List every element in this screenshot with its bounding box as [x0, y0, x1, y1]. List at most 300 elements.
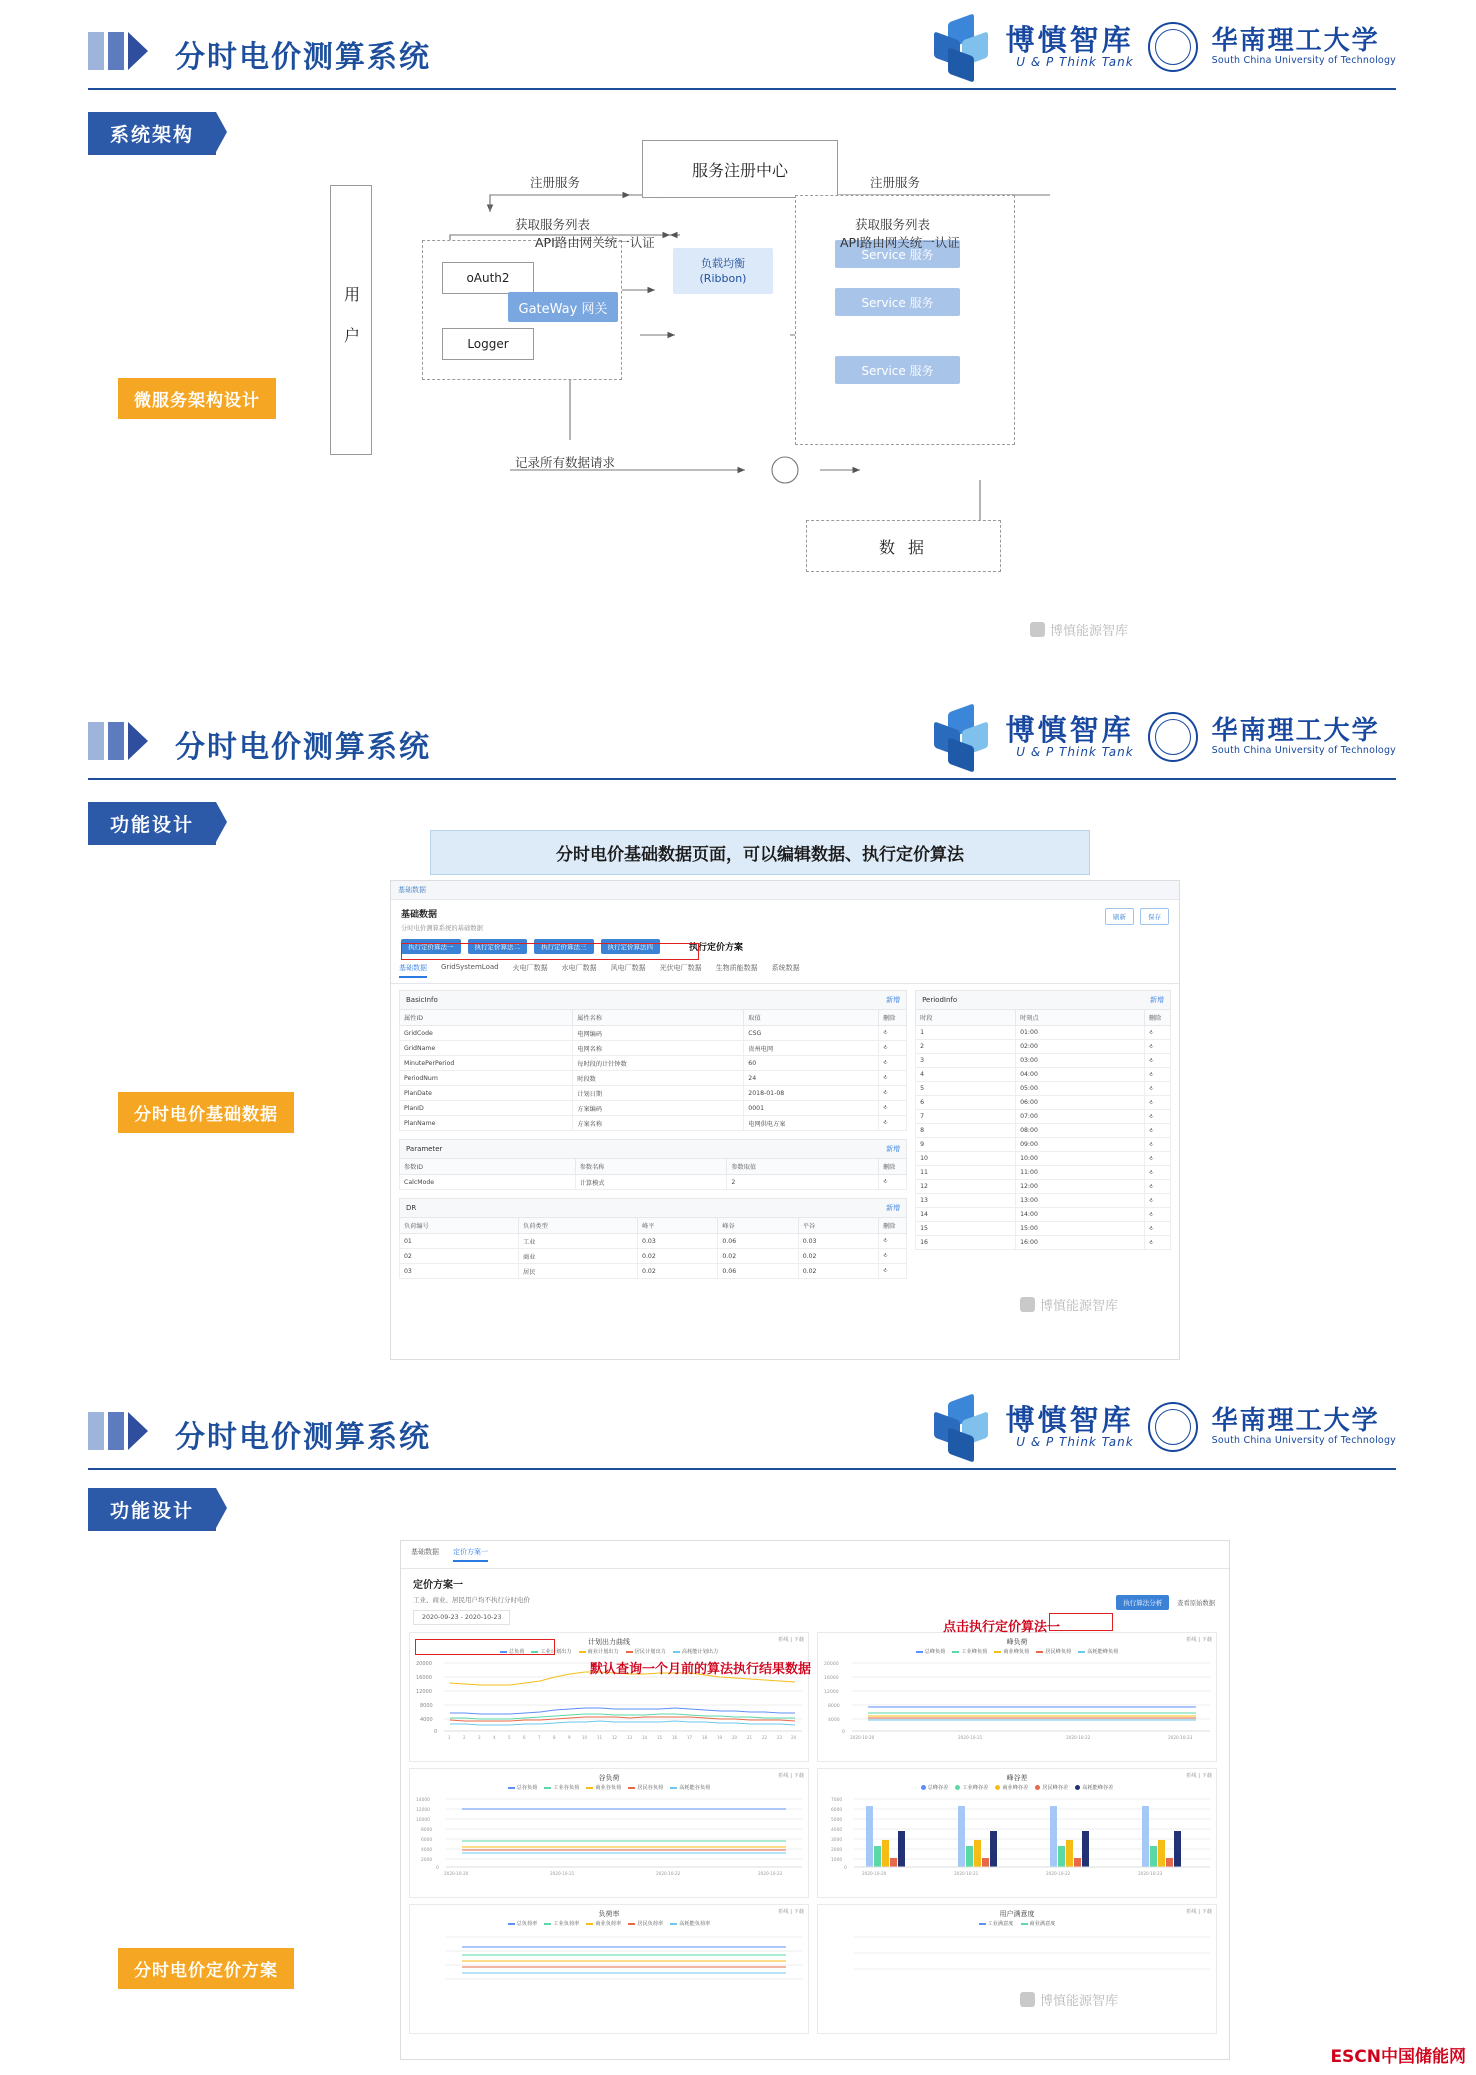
chart-tools-4[interactable]: 折线 | 下载	[1186, 1773, 1212, 1779]
table-dr	[399, 1217, 907, 1279]
tab-basic-data[interactable]: 基础数据	[411, 1548, 439, 1556]
cell-attr-value[interactable]: 60	[744, 1056, 879, 1071]
cell-period: 15	[916, 1222, 1016, 1236]
svg-text:17: 17	[687, 1735, 693, 1740]
chart-tools-3[interactable]: 折线 | 下载	[778, 1773, 804, 1779]
cell-attr-value[interactable]: 24	[744, 1071, 879, 1086]
col-flat-valley: 平谷	[798, 1218, 878, 1234]
cell-peak-valley[interactable]: 0.06	[718, 1264, 798, 1279]
svg-text:16: 16	[672, 1735, 678, 1740]
tab-basic-data[interactable]: 基础数据	[399, 963, 427, 978]
col-delete: 删除	[879, 1159, 907, 1175]
cell-time[interactable]: 06:00	[1016, 1096, 1145, 1110]
svg-text:4: 4	[493, 1735, 496, 1740]
chart-canvas-5	[410, 1929, 810, 1999]
chart-tool-line[interactable]: 折线	[778, 1773, 789, 1779]
cell-param-value[interactable]: 2	[727, 1175, 879, 1190]
cell-time[interactable]: 15:00	[1016, 1222, 1145, 1236]
node-data: 数 据	[806, 520, 1001, 572]
tab-system[interactable]: 系统数据	[771, 964, 800, 972]
col-param-name: 参数名称	[575, 1159, 727, 1175]
load-balancer-line1: 负载均衡	[701, 256, 745, 270]
legend-item: 商业负荷率	[595, 1921, 622, 1927]
table-row[interactable]	[400, 1026, 907, 1041]
cell-attr-value[interactable]: CSG	[744, 1026, 879, 1041]
cell-period: 7	[916, 1110, 1016, 1124]
page-title: 分时电价测算系统	[175, 730, 431, 765]
delete-icon[interactable]: ⎀	[879, 1026, 907, 1041]
cell-period: 13	[916, 1194, 1016, 1208]
svg-text:9: 9	[568, 1735, 571, 1740]
svg-text:20: 20	[732, 1735, 738, 1740]
cell-time[interactable]: 03:00	[1016, 1054, 1145, 1068]
svg-text:5000: 5000	[831, 1818, 843, 1823]
legend-item: 居民负荷率	[637, 1921, 664, 1927]
delete-icon[interactable]: ⎀	[1145, 1180, 1171, 1194]
cell-time[interactable]: 05:00	[1016, 1082, 1145, 1096]
brand-name-en: U & P Think Tank	[1016, 1435, 1134, 1450]
svg-text:6: 6	[523, 1735, 526, 1740]
delete-icon[interactable]: ⎀	[879, 1056, 907, 1071]
university-name-en: South China University of Technology	[1211, 745, 1396, 757]
brand-name-cn: 博慎智库	[1005, 1402, 1134, 1437]
cell-time[interactable]: 02:00	[1016, 1040, 1145, 1054]
slide-architecture	[0, 0, 1476, 690]
delete-icon[interactable]: ⎀	[1145, 1082, 1171, 1096]
chart-peak-valley-diff	[817, 1768, 1217, 1898]
cell-attr-value[interactable]: 贵州电网	[744, 1041, 879, 1056]
chart-tools-6[interactable]: 折线 | 下载	[1186, 1909, 1212, 1915]
svg-text:2020-10-20: 2020-10-20	[444, 1871, 469, 1876]
add-basicinfo-link[interactable]: 新增	[886, 996, 901, 1004]
delete-icon[interactable]: ⎀	[879, 1071, 907, 1086]
slide1-header	[0, 0, 1476, 100]
svg-text:2020-10-22: 2020-10-22	[1066, 1735, 1091, 1740]
cell-time[interactable]: 14:00	[1016, 1208, 1145, 1222]
panel-title-dr: DR	[406, 1204, 417, 1212]
tab-wind[interactable]: 风电厂数据	[610, 964, 646, 972]
app-tabs[interactable]	[391, 958, 1179, 984]
date-range-input[interactable]: 2020-09-23 - 2020-10-23	[413, 1610, 510, 1625]
svg-text:18: 18	[702, 1735, 708, 1740]
cube-logo-icon	[934, 1398, 992, 1456]
cell-time[interactable]: 09:00	[1016, 1138, 1145, 1152]
legend-item: 工业计划出力	[540, 1649, 572, 1655]
footer-source-mark: ESCN中国储能网	[1330, 2047, 1466, 2067]
panel-header-dr	[399, 1198, 907, 1217]
app-tabs-pricing[interactable]	[401, 1541, 1229, 1569]
table-row[interactable]	[916, 1096, 1171, 1110]
delete-icon[interactable]: ⎀	[879, 1175, 907, 1190]
cell-flat-valley[interactable]: 0.02	[798, 1249, 878, 1264]
cell-attr-name: 电网名称	[573, 1041, 744, 1056]
chart-legend-4	[818, 1784, 1216, 1793]
cell-period: 4	[916, 1068, 1016, 1082]
svg-text:6000: 6000	[831, 1808, 843, 1813]
cube-logo-icon	[934, 18, 992, 76]
table-row[interactable]	[400, 1071, 907, 1086]
header-logos	[934, 708, 1396, 766]
delete-icon[interactable]: ⎀	[1145, 1152, 1171, 1166]
cell-time[interactable]: 13:00	[1016, 1194, 1145, 1208]
tab-pricing-plan-1[interactable]: 定价方案一	[453, 1547, 488, 1562]
legend-item: 居民计划出力	[634, 1649, 666, 1655]
svg-text:2000: 2000	[421, 1858, 433, 1863]
cell-attr-value[interactable]: 0001	[744, 1101, 879, 1116]
cell-period: 8	[916, 1124, 1016, 1138]
cell-load-id: 01	[400, 1234, 519, 1249]
svg-text:8: 8	[553, 1735, 556, 1740]
chart-tool-line[interactable]: 折线	[778, 1909, 789, 1915]
delete-icon[interactable]: ⎀	[1145, 1054, 1171, 1068]
svg-text:12000: 12000	[416, 1808, 430, 1813]
col-delete: 删除	[879, 1218, 907, 1234]
section-tag-function-design: 功能设计	[88, 802, 216, 845]
svg-text:21: 21	[747, 1735, 753, 1740]
pricing-title: 定价方案一	[413, 1580, 463, 1591]
save-button[interactable]: 保存	[1140, 908, 1169, 925]
chart-legend-2	[818, 1648, 1216, 1657]
section-tag-function-design-2: 功能设计	[88, 1488, 216, 1531]
cell-flat-valley[interactable]: 0.03	[798, 1234, 878, 1249]
svg-text:5: 5	[508, 1735, 511, 1740]
legend-item: 总峰谷差	[927, 1785, 949, 1791]
svg-text:13: 13	[627, 1735, 633, 1740]
chart-tool-line[interactable]: 折线	[778, 1637, 789, 1643]
col-param-value: 参数取值	[727, 1159, 879, 1175]
add-dr-link[interactable]: 新增	[886, 1204, 901, 1212]
header-bars-icon	[88, 1412, 148, 1450]
university-seal-icon	[1148, 1402, 1198, 1452]
chart-canvas-3	[410, 1793, 810, 1879]
legend-item: 工业谷负荷	[553, 1785, 580, 1791]
delete-icon[interactable]: ⎀	[879, 1101, 907, 1116]
delete-icon[interactable]: ⎀	[879, 1041, 907, 1056]
table-row[interactable]	[916, 1152, 1171, 1166]
cell-period: 12	[916, 1180, 1016, 1194]
legend-item: 总谷负荷	[516, 1785, 538, 1791]
table-row[interactable]	[916, 1138, 1171, 1152]
table-row[interactable]	[400, 1264, 907, 1279]
svg-text:0: 0	[844, 1866, 847, 1871]
tab-biomass[interactable]: 生物质能数据	[715, 964, 758, 972]
view-raw-data-link[interactable]: 查看原始数据	[1177, 1600, 1215, 1607]
cell-param-name: 计算模式	[575, 1175, 727, 1190]
delete-icon[interactable]: ⎀	[879, 1234, 907, 1249]
svg-text:2020-10-21: 2020-10-21	[954, 1871, 979, 1876]
cell-attr-id: PeriodNum	[400, 1071, 573, 1086]
svg-text:2020-10-20: 2020-10-20	[862, 1871, 887, 1876]
delete-icon[interactable]: ⎀	[1145, 1040, 1171, 1054]
side-tag-microservice: 微服务架构设计	[118, 378, 276, 419]
legend-item: 高耗能负荷率	[679, 1921, 711, 1927]
cube-logo-icon	[934, 708, 992, 766]
table-periodinfo	[915, 1009, 1171, 1250]
legend-item: 工业峰负荷	[961, 1649, 988, 1655]
table-row[interactable]	[916, 1068, 1171, 1082]
cell-attr-name: 电网编码	[573, 1026, 744, 1041]
cell-attr-id: MinutePerPeriod	[400, 1056, 573, 1071]
node-oauth2: oAuth2	[442, 262, 534, 294]
label-record-requests: 记录所有数据请求	[515, 455, 616, 470]
svg-text:11: 11	[597, 1735, 603, 1740]
table-row[interactable]	[400, 1041, 907, 1056]
cell-attr-value[interactable]: 电网供电方案	[744, 1116, 879, 1131]
header-logos	[934, 18, 1396, 76]
label-register-right: 注册服务	[870, 175, 921, 190]
svg-text:1000: 1000	[831, 1858, 843, 1863]
legend-item: 高耗能计划出力	[681, 1649, 719, 1655]
run-algorithm-2-button[interactable]: 执行定价算法二	[468, 939, 528, 954]
cell-peak-flat[interactable]: 0.02	[638, 1264, 718, 1279]
label-get-list-left: 获取服务列表	[515, 217, 591, 232]
delete-icon[interactable]: ⎀	[1145, 1166, 1171, 1180]
node-user: 用 户	[330, 185, 372, 455]
cell-attr-id: PlanDate	[400, 1086, 573, 1101]
svg-text:4000: 4000	[421, 1848, 433, 1853]
col-period: 时段	[916, 1010, 1016, 1026]
svg-text:2020-10-22: 2020-10-22	[656, 1871, 681, 1876]
cell-period: 14	[916, 1208, 1016, 1222]
col-param-id: 参数ID	[400, 1159, 576, 1175]
delete-icon[interactable]: ⎀	[1145, 1236, 1171, 1250]
cell-peak-flat[interactable]: 0.02	[638, 1249, 718, 1264]
watermark-icon	[1020, 1992, 1035, 2007]
cell-param-id: CalcMode	[400, 1175, 576, 1190]
cell-load-type: 居民	[519, 1264, 638, 1279]
table-row[interactable]	[916, 1222, 1171, 1236]
chart-tools-2[interactable]: 折线 | 下载	[1186, 1637, 1212, 1643]
cell-attr-name: 方案编码	[573, 1101, 744, 1116]
cell-attr-name: 方案名称	[573, 1116, 744, 1131]
tab-pv[interactable]: 光伏电厂数据	[659, 964, 702, 972]
chart-tool-line[interactable]: 折线	[1186, 1909, 1197, 1915]
cell-time[interactable]: 12:00	[1016, 1180, 1145, 1194]
delete-icon[interactable]: ⎀	[1145, 1110, 1171, 1124]
svg-text:10000: 10000	[416, 1818, 430, 1823]
legend-item: 居民谷负荷	[637, 1785, 664, 1791]
svg-text:7: 7	[538, 1735, 541, 1740]
table-row[interactable]	[400, 1116, 907, 1131]
cell-period: 9	[916, 1138, 1016, 1152]
add-periodinfo-link[interactable]: 新增	[1150, 996, 1164, 1004]
svg-text:16000: 16000	[416, 1675, 432, 1681]
chart-tools-1[interactable]: 折线 | 下载	[778, 1637, 804, 1643]
run-algorithm-3-button[interactable]: 执行定价算法三	[534, 939, 594, 954]
delete-icon[interactable]: ⎀	[1145, 1194, 1171, 1208]
app-page-title: 基础数据	[401, 910, 438, 920]
chart-tool-download[interactable]: 下载	[1201, 1773, 1212, 1779]
brand-name-en: U & P Think Tank	[1016, 745, 1134, 760]
cell-time[interactable]: 01:00	[1016, 1026, 1145, 1040]
chart-title-planned-output: 计划出力曲线	[588, 1638, 630, 1646]
chart-tool-line[interactable]: 折线	[1186, 1637, 1197, 1643]
section-tag-architecture: 系统架构	[88, 112, 216, 155]
chart-tool-download[interactable]: 下载	[793, 1909, 804, 1915]
university-seal-icon	[1148, 22, 1198, 72]
svg-text:8000: 8000	[421, 1828, 433, 1833]
slide-function-design-basic-data	[0, 690, 1476, 1380]
svg-text:20000: 20000	[416, 1661, 432, 1667]
slide-function-design-pricing	[0, 1380, 1476, 2075]
delete-icon[interactable]: ⎀	[1145, 1124, 1171, 1138]
delete-icon[interactable]: ⎀	[1145, 1096, 1171, 1110]
table-row[interactable]	[916, 1040, 1171, 1054]
table-row[interactable]	[400, 1086, 907, 1101]
architecture-diagram	[330, 140, 1330, 630]
table-row[interactable]	[916, 1236, 1171, 1250]
cell-peak-valley[interactable]: 0.06	[718, 1234, 798, 1249]
legend-item: 居民峰谷差	[1042, 1785, 1069, 1791]
node-service-1: Service 服务	[835, 240, 960, 268]
legend-item: 居民峰负荷	[1045, 1649, 1072, 1655]
chart-tool-bar[interactable]: 折线	[1186, 1773, 1197, 1779]
delete-icon[interactable]: ⎀	[1145, 1068, 1171, 1082]
page-title: 分时电价测算系统	[175, 1420, 431, 1455]
tab-thermal[interactable]: 火电厂数据	[512, 964, 548, 972]
cell-attr-id: PlanID	[400, 1101, 573, 1116]
table-row[interactable]	[916, 1166, 1171, 1180]
app-breadcrumb[interactable]: 基础数据	[391, 881, 1179, 900]
header-divider	[88, 88, 1396, 90]
chart-tool-download[interactable]: 下载	[793, 1637, 804, 1643]
app-page-subtitle: 分时电价测算系统的基础数据	[401, 925, 483, 932]
svg-text:12: 12	[612, 1735, 618, 1740]
cell-load-type: 工业	[519, 1234, 638, 1249]
panel-header-parameter	[399, 1139, 907, 1158]
delete-icon[interactable]: ⎀	[1145, 1208, 1171, 1222]
col-time-point: 时刻点	[1016, 1010, 1145, 1026]
table-row[interactable]	[400, 1175, 907, 1190]
cell-peak-valley[interactable]: 0.02	[718, 1249, 798, 1264]
svg-text:16000: 16000	[824, 1676, 839, 1681]
side-tag-basic-data: 分时电价基础数据	[118, 1092, 294, 1133]
chart-tool-download[interactable]: 下载	[793, 1773, 804, 1779]
chart-legend-3	[410, 1784, 808, 1793]
delete-icon[interactable]: ⎀	[879, 1116, 907, 1131]
tab-hydro[interactable]: 水电厂数据	[561, 964, 597, 972]
node-service-3: Service 服务	[835, 356, 960, 384]
cell-flat-valley[interactable]: 0.02	[798, 1264, 878, 1279]
refresh-button[interactable]: 刷新	[1105, 908, 1134, 925]
watermark-text: 博慎能源智库	[1050, 624, 1129, 639]
watermark-3	[1020, 1990, 1118, 2009]
table-row[interactable]	[916, 1082, 1171, 1096]
cell-attr-id: GridCode	[400, 1026, 573, 1041]
table-row[interactable]	[916, 1026, 1171, 1040]
header-bars-icon	[88, 32, 148, 70]
header-divider	[88, 778, 1396, 780]
run-algorithm-4-button[interactable]: 执行定价算法四	[601, 939, 661, 954]
table-row[interactable]	[916, 1194, 1171, 1208]
svg-text:0: 0	[436, 1866, 439, 1871]
cell-load-type: 商业	[519, 1249, 638, 1264]
node-logger: Logger	[442, 328, 534, 360]
table-row[interactable]	[916, 1208, 1171, 1222]
delete-icon[interactable]: ⎀	[1145, 1222, 1171, 1236]
chart-tools-5[interactable]: 折线 | 下载	[778, 1909, 804, 1915]
cell-peak-flat[interactable]: 0.03	[638, 1234, 718, 1249]
cell-time[interactable]: 10:00	[1016, 1152, 1145, 1166]
svg-text:12000: 12000	[824, 1690, 839, 1695]
svg-text:10: 10	[582, 1735, 588, 1740]
svg-text:3000: 3000	[831, 1838, 843, 1843]
delete-icon[interactable]: ⎀	[879, 1086, 907, 1101]
legend-item: 商业峰负荷	[1003, 1649, 1030, 1655]
node-service-2: Service 服务	[835, 288, 960, 316]
cell-time[interactable]: 16:00	[1016, 1236, 1145, 1250]
cell-period: 1	[916, 1026, 1016, 1040]
cell-period: 2	[916, 1040, 1016, 1054]
chart-tool-download[interactable]: 下载	[1201, 1637, 1212, 1643]
delete-icon[interactable]: ⎀	[879, 1264, 907, 1279]
cell-time[interactable]: 08:00	[1016, 1124, 1145, 1138]
cell-time[interactable]: 11:00	[1016, 1166, 1145, 1180]
cell-time[interactable]: 04:00	[1016, 1068, 1145, 1082]
delete-icon[interactable]: ⎀	[1145, 1138, 1171, 1152]
university-name-en: South China University of Technology	[1211, 1435, 1396, 1447]
panel-header-periodinfo	[915, 990, 1171, 1009]
add-parameter-link[interactable]: 新增	[886, 1145, 901, 1153]
highlight-algo-buttons	[401, 943, 699, 960]
table-row[interactable]	[400, 1234, 907, 1249]
legend-item: 总峰负荷	[924, 1649, 946, 1655]
col-delete: 删除	[879, 1010, 907, 1026]
label-api-gateway-right: API路由网关统一认证	[840, 235, 960, 250]
table-row[interactable]	[400, 1249, 907, 1264]
table-row[interactable]	[916, 1180, 1171, 1194]
table-row[interactable]	[400, 1101, 907, 1116]
node-gateway: GateWay 网关	[508, 292, 618, 322]
chart-title-peak-load: 峰负荷	[1006, 1638, 1028, 1646]
cell-attr-value[interactable]: 2018-01-08	[744, 1086, 879, 1101]
table-row[interactable]	[916, 1124, 1171, 1138]
svg-text:6000: 6000	[421, 1838, 433, 1843]
cell-time[interactable]: 07:00	[1016, 1110, 1145, 1124]
watermark-2	[1020, 1295, 1118, 1314]
svg-text:2020-10-23: 2020-10-23	[758, 1871, 783, 1876]
delete-icon[interactable]: ⎀	[879, 1249, 907, 1264]
legend-item: 商业谷负荷	[595, 1785, 622, 1791]
university-name-cn: 华南理工大学	[1211, 25, 1380, 56]
university-seal-icon	[1148, 712, 1198, 762]
header-bars-icon	[88, 722, 148, 760]
run-algorithm-1-button[interactable]: 执行定价算法一	[401, 939, 461, 954]
table-row[interactable]	[916, 1054, 1171, 1068]
brand-name-cn: 博慎智库	[1005, 712, 1134, 747]
brand-name-cn: 博慎智库	[1005, 22, 1134, 57]
slide2-header	[0, 690, 1476, 790]
svg-text:2020-10-21: 2020-10-21	[958, 1735, 983, 1740]
table-row[interactable]	[916, 1110, 1171, 1124]
chart-user-satisfaction	[817, 1904, 1217, 2034]
chart-tool-download[interactable]: 下载	[1201, 1909, 1212, 1915]
chart-legend-6	[818, 1920, 1216, 1929]
university-name-en: South China University of Technology	[1211, 55, 1396, 67]
chart-peak-load	[817, 1632, 1217, 1762]
delete-icon[interactable]: ⎀	[1145, 1026, 1171, 1040]
load-balancer-line2: (Ribbon)	[699, 272, 747, 285]
table-row[interactable]	[400, 1056, 907, 1071]
table-basicinfo	[399, 1009, 907, 1131]
col-peak-valley: 峰谷	[718, 1218, 798, 1234]
tab-gridsystemload[interactable]: GridSystemLoad	[441, 963, 499, 971]
svg-text:4000: 4000	[831, 1828, 843, 1833]
run-analysis-button[interactable]: 执行算法分析	[1116, 1595, 1169, 1610]
watermark-text: 博慎能源智库	[1040, 1299, 1119, 1314]
chart-load-rate	[409, 1904, 809, 2034]
chart-title-valley-load: 谷负荷	[598, 1774, 620, 1782]
